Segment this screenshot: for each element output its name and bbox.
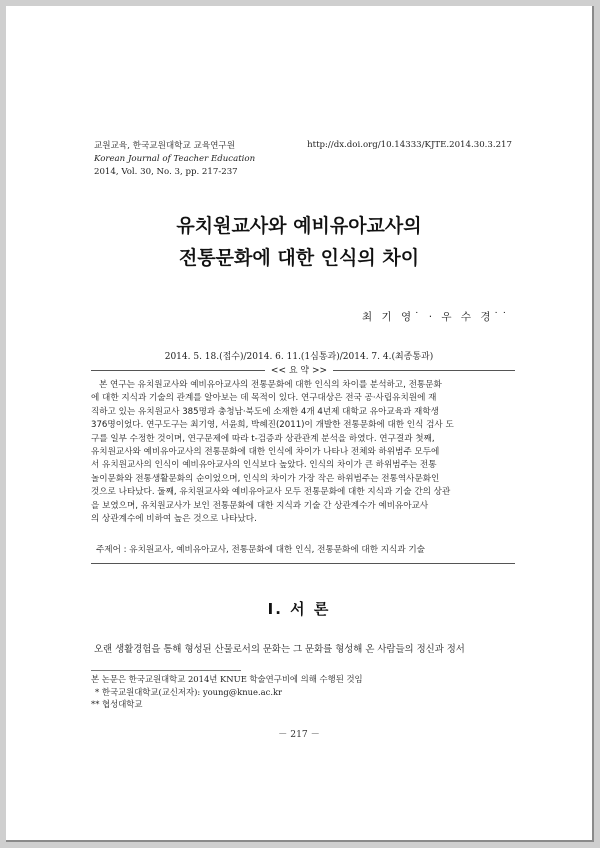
- keywords: 주제어 : 유치원교사, 예비유아교사, 전통문화에 대한 인식, 전통문화에 대한 지식과 기술: [96, 545, 425, 555]
- abstract-line: 서 유치원교사의 인식이 예비유아교사의 인식보다 높았다. 인식의 차이가 큰 하위범주는 전통: [91, 460, 437, 471]
- section-heading-introduction: Ⅰ. 서 론: [267, 600, 331, 618]
- abstract-label: << 요 약 >>: [6, 363, 592, 376]
- abstract-line: 구를 일부 수정한 것이며, 연구문제에 따라 t-검증과 상관관계 분석을 하였다. 연구결과 첫째,: [91, 433, 435, 444]
- abstract-line: 에 대한 지식과 기술의 관계를 알아보는 데 목적이 있다. 연구대상은 전국 공·사립유치원에 재: [91, 393, 437, 404]
- footnote-funding: 본 논문은 한국교원대학교 2014년 KNUE 학술연구비에 의해 수행된 것임: [91, 674, 363, 684]
- abstract-bottom-rule: [91, 563, 515, 564]
- journal-name-english: Korean Journal of Teacher Education: [94, 154, 256, 164]
- abstract-line: 유치원교사와 예비유아교사의 전통문화에 대한 인식에 차이가 나타나 전체와 하위범주 모두에: [91, 447, 440, 458]
- footnote-rule: [91, 670, 241, 671]
- journal-name-korean: 교원교육, 한국교원대학교 교육연구원: [94, 141, 236, 151]
- title-line-2: 전통문화에 대한 인식의 차이: [178, 247, 420, 269]
- abstract-line: 직하고 있는 유치원교사 385명과 충청남·북도에 소재한 4개 4년제 대학교 유아교육과 재학생: [91, 406, 439, 417]
- footnotes: [91, 673, 363, 711]
- paper-page: [6, 6, 594, 842]
- footnote-affiliation: ** 협성대학교: [91, 699, 143, 710]
- journal-volume: 2014, Vol. 30, No. 3, pp. 217-237: [94, 167, 238, 177]
- abstract-body: [91, 379, 515, 526]
- abstract-line: 본 연구는 유치원교사와 예비유아교사의 전통문화에 대한 인식의 차이를 분석하고, 전통문화: [99, 380, 442, 390]
- doi-link[interactable]: http://dx.doi.org/10.14333/KJTE.2014.30.3.217: [307, 140, 512, 150]
- abstract-line: 을 보였으며, 유치원교사가 보인 전통문화에 대한 지식과 기술 간 상관계수가 예비유아교사: [91, 500, 429, 511]
- paper-title: [6, 210, 592, 274]
- abstract-line: 376명이었다. 연구도구는 최기영, 서윤희, 박혜진(2011)이 개발한 전통문화에 대한 인식 검사 도: [91, 420, 454, 431]
- abstract-line: 의 상관계수에 비하여 높은 것으로 나타났다.: [91, 514, 257, 525]
- author-list: 최 기 영˙ · 우 수 경˙˙: [362, 311, 510, 323]
- body-paragraph-line: 오랜 생활경험을 통해 형성된 산물로서의 문화는 그 문화를 형성해 온 사람들의 정신과 정서: [94, 644, 465, 655]
- abstract-line: 놀이문화와 전통생활문화의 순이었으며, 인식의 차이가 가장 작은 하위범주는 전통역사문화인: [91, 473, 440, 484]
- title-line-1: 유치원교사와 예비유아교사의: [176, 215, 422, 237]
- abstract-line: 것으로 나타났다. 둘째, 유치원교사와 예비유아교사 모두 전통문화에 대한 지식과 기술 간의 상관: [91, 487, 451, 498]
- page-number: － 217 －: [278, 729, 320, 740]
- footnote-corresponding-author: * 한국교원대학교(교신저자): young@knue.ac.kr: [95, 686, 283, 697]
- journal-header: [94, 140, 255, 179]
- submission-dates: 2014. 5. 18.(접수)/2014. 6. 11.(1심통과)/2014. 7. 4.(최종통과): [164, 352, 434, 362]
